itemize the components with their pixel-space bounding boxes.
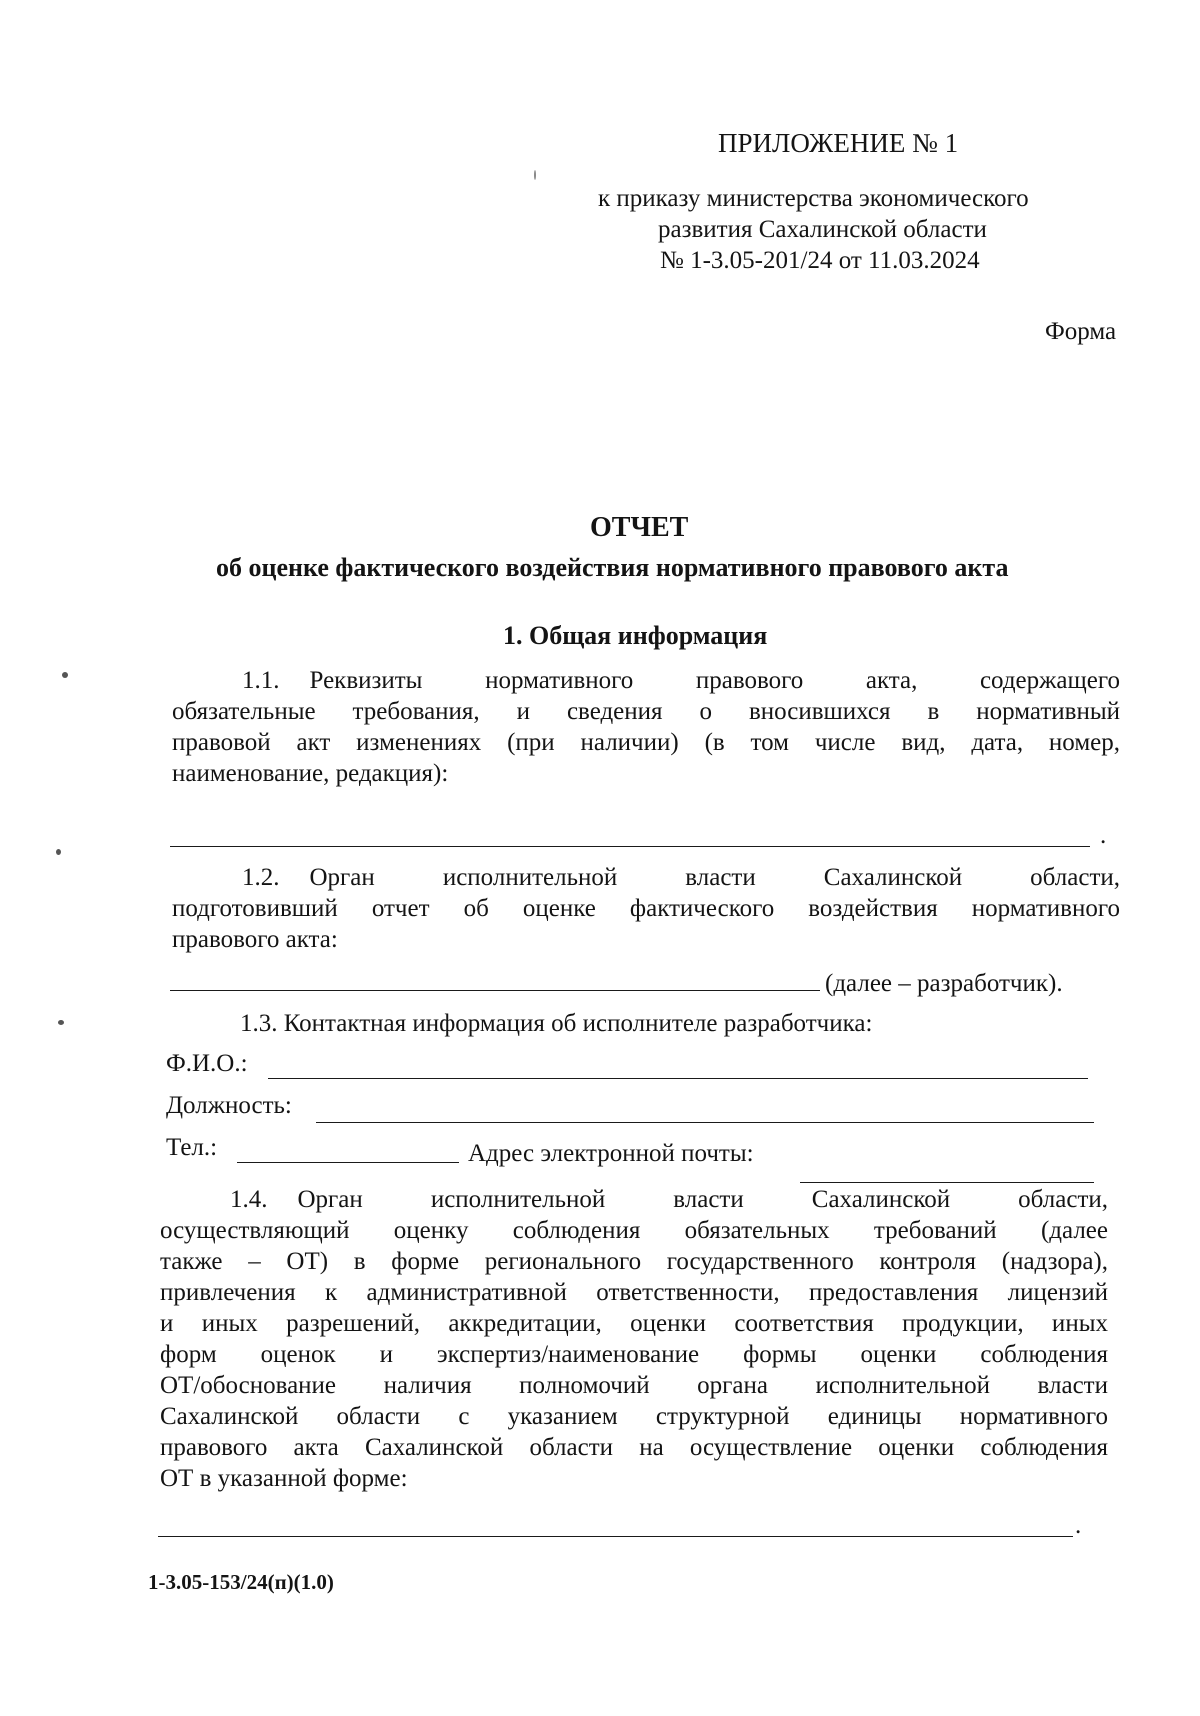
paragraph-line: привлечения к административной ответственности, предоставления лицензий <box>160 1279 1108 1306</box>
annex-line-1: к приказу министерства экономического <box>598 185 1029 212</box>
fio-field[interactable] <box>268 1078 1088 1079</box>
document-subtitle: об оценке фактического воздействия нормативного правового акта <box>216 553 1009 582</box>
scan-speck <box>56 849 61 855</box>
document-code: 1-3.05-153/24(п)(1.0) <box>148 1570 334 1594</box>
paragraph-line: обязательные требования, и сведения о вносившихся в нормативный <box>172 698 1120 725</box>
fill-in-line-1-1[interactable] <box>170 846 1090 847</box>
paragraph-line: наименование, редакция): <box>172 760 449 787</box>
position-field[interactable] <box>316 1122 1094 1123</box>
document-title: ОТЧЕТ <box>590 512 689 543</box>
paragraph-line: правового акта: <box>172 926 338 953</box>
fill-in-line-developer[interactable] <box>170 990 820 991</box>
annex-title: ПРИЛОЖЕНИЕ № 1 <box>718 128 959 158</box>
section-heading: 1. Общая информация <box>503 621 768 650</box>
phone-label: Тел.: <box>166 1134 218 1161</box>
annex-line-2: развития Сахалинской области <box>658 216 987 243</box>
paragraph-line: Реквизиты нормативного правового акта, содержащего <box>309 667 1120 694</box>
paragraph-line: ОТ/обоснование наличия полномочий органа исполнительной власти <box>160 1372 1108 1399</box>
email-field[interactable] <box>800 1182 1094 1183</box>
annex-order-number: № 1-3.05-201/24 от 11.03.2024 <box>660 247 980 274</box>
paragraph-1-4 <box>160 1184 1108 1494</box>
paragraph-line: осуществляющий оценку соблюдения обязательных требований (далее <box>160 1217 1108 1244</box>
paragraph-line: форм оценок и экспертиз/наименование формы оценки соблюдения <box>160 1341 1108 1368</box>
email-label: Адрес электронной почты: <box>468 1140 754 1167</box>
paragraph-line: подготовивший отчет об оценке фактического воздействия нормативного <box>172 895 1120 922</box>
paragraph-line: ОТ в указанной форме: <box>160 1465 408 1492</box>
line-end-dot: . <box>1075 1512 1082 1539</box>
paragraph-line: правового акта Сахалинской области на осуществление оценки соблюдения <box>160 1434 1108 1461</box>
scan-speck <box>62 672 68 678</box>
paragraph-line: Сахалинской области с указанием структурной единицы нормативного <box>160 1403 1108 1430</box>
paragraph-1-1 <box>172 665 1120 789</box>
paragraph-number: 1.1. <box>242 667 280 694</box>
developer-suffix: (далее – разработчик). <box>825 970 1063 997</box>
paragraph-number: 1.4. <box>230 1186 268 1213</box>
scan-speck <box>534 170 536 180</box>
fill-in-line-1-4[interactable] <box>158 1536 1073 1537</box>
paragraph-number: 1.2. <box>242 864 280 891</box>
paragraph-line: также – ОТ) в форме регионального государственного контроля (надзора), <box>160 1248 1108 1275</box>
paragraph-line: Орган исполнительной власти Сахалинской области, <box>297 1186 1108 1213</box>
paragraph-line: правовой акт изменениях (при наличии) (в том числе вид, дата, номер, <box>172 729 1120 756</box>
paragraph-line: Орган исполнительной власти Сахалинской области, <box>309 864 1120 891</box>
position-label: Должность: <box>166 1092 292 1119</box>
line-end-dot: . <box>1100 822 1107 849</box>
phone-field[interactable] <box>237 1162 459 1163</box>
scan-speck <box>58 1020 64 1025</box>
paragraph-1-2 <box>172 862 1120 955</box>
form-label: Форма <box>1045 318 1117 345</box>
paragraph-1-3: 1.3. Контактная информация об исполнителе разработчика: <box>240 1010 873 1037</box>
paragraph-line: и иных разрешений, аккредитации, оценки соответствия продукции, иных <box>160 1310 1108 1337</box>
fio-label: Ф.И.О.: <box>166 1050 248 1077</box>
